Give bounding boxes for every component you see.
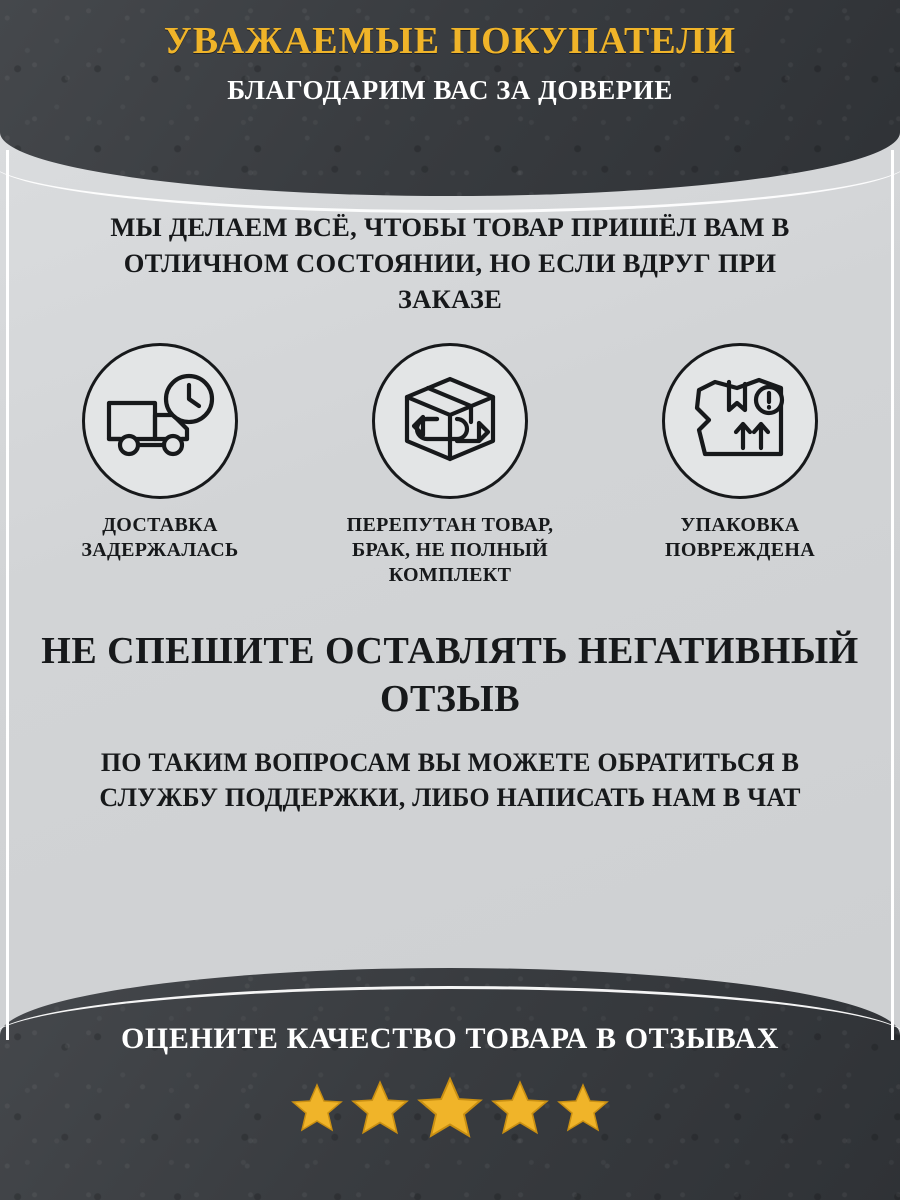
icon-circle <box>82 343 238 499</box>
footer-title: ОЦЕНИТЕ КАЧЕСТВО ТОВАРА В ОТЗЫВАХ <box>120 1022 780 1055</box>
issue-item-delivery-delayed <box>35 343 285 563</box>
star-icon[interactable] <box>417 1076 483 1140</box>
support-note: ПО ТАКИМ ВОПРОСАМ ВЫ МОЖЕТЕ ОБРАТИТЬСЯ В СЛУЖБУ ПОДДЕРЖКИ, ЛИБО НАПИСАТЬ НАМ В ЧАТ <box>99 748 801 813</box>
call-to-action: НЕ СПЕШИТЕ ОСТАВЛЯТЬ НЕГАТИВНЫЙ ОТЗЫВ <box>41 630 859 720</box>
icon-circle <box>662 343 818 499</box>
intro-text: МЫ ДЕЛАЕМ ВСЁ, ЧТОБЫ ТОВАР ПРИШЁЛ ВАМ В ОТЛИЧНОМ СОСТОЯНИИ, НО ЕСЛИ ВДРУГ ПРИ ЗАКАЗЕ <box>110 212 790 314</box>
issue-caption: ПЕРЕПУТАН ТОВАР, БРАК, НЕ ПОЛНЫЙ КОМПЛЕКТ <box>346 514 554 587</box>
main-content <box>0 196 900 815</box>
star-icon[interactable] <box>557 1083 609 1133</box>
star-icon[interactable] <box>351 1080 409 1136</box>
issues-row <box>0 343 900 588</box>
star-icon[interactable] <box>291 1083 343 1133</box>
issue-item-wrong-item <box>325 343 575 588</box>
header <box>0 0 900 170</box>
issue-caption: ДОСТАВКА ЗАДЕРЖАЛАСЬ <box>81 514 239 562</box>
footer <box>0 1020 900 1140</box>
header-subtitle: БЛАГОДАРИМ ВАС ЗА ДОВЕРИЕ <box>227 74 673 105</box>
page-title: УВАЖАЕМЫЕ ПОКУПАТЕЛИ <box>163 20 737 62</box>
box-exchange-arrows-icon <box>391 367 509 475</box>
star-icon[interactable] <box>491 1080 549 1136</box>
icon-circle <box>372 343 528 499</box>
rating-stars[interactable] <box>0 1076 900 1140</box>
issue-item-damaged-package <box>615 343 865 563</box>
damaged-package-warning-icon <box>685 368 795 474</box>
delivery-truck-clock-icon <box>101 369 219 473</box>
issue-caption: УПАКОВКА ПОВРЕЖДЕНА <box>665 514 815 562</box>
